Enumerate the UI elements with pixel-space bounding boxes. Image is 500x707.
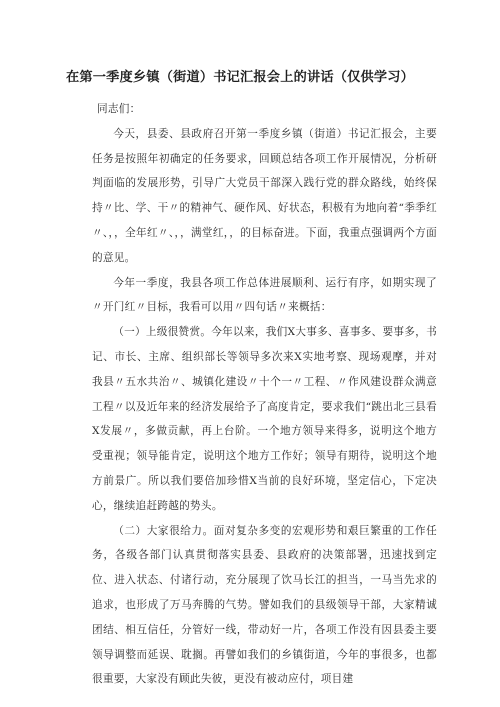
document-title: 在第一季度乡镇（街道）书记汇报会上的讲话（仅供学习） bbox=[66, 70, 415, 85]
paragraph-1: 今天，县委、县政府召开第一季度乡镇（街道）书记汇报会，主要任务是按照年初确定的任务要求，回顾总结各项工作开展情况，分析研判面临的发展形势，引导广大党员干部深入践行党的群众路线，始终保持〃比、学、干〃的精神气、硬作风、好状态，积极有为地向着“季季红〃、，，全年红〃、，，满堂红，，的目标奋进。下面，我重点强调两个方面的意见。 bbox=[92, 127, 437, 264]
salutation: 同志们： bbox=[97, 103, 141, 115]
paragraph-2: 今年一季度，我县各项工作总体进展顺利、运行有序，如期实现了〃开门红〃目标，我看可以用〃四句话〃来概括： bbox=[92, 276, 437, 314]
paragraph-3: （一）上级很赞赏。今年以来，我们X大事多、喜事多、要事多，书记、市长、主席、组织部长等领导多次来X实地考察、现场观摩，并对我县〃五水共治〃、城镇化建设〃十个一〃工程、〃作风建设群众满意工程〃以及近年来的经济发展给予了高度肯定，要求我们“跳出北三县看X发展〃，多做贡献，再上台阶。一个地方领导来得多，说明这个地方受重视；领导能肯定，说明这个地方工作好；领导有期待，说明这个地方前景广。所以我们要倍加珍惜X当前的良好环境，坚定信心，下定决心，继续追赶跨越的势头。 bbox=[92, 326, 437, 512]
paragraph-4: （二）大家很给力。面对复杂多变的宏观形势和艰巨繁重的工作任务，各级各部门认真贯彻落实县委、县政府的决策部署，迅速找到定位、进入状态、付诸行动，充分展现了饮马长江的担当，一马当先求的追求，也形成了万马奔腾的气势。譬如我们的县级领导干部，大家精诚团结、相互信任，分管好一线，带动好一片，各项工作没有因县委主要领导调整而延误、耽搁。再譬如我们的乡镇街道，今年的事很多，也都很重要，大家没有顾此失彼，更没有被动应付，项目建 bbox=[92, 524, 437, 686]
document-body bbox=[92, 97, 437, 692]
